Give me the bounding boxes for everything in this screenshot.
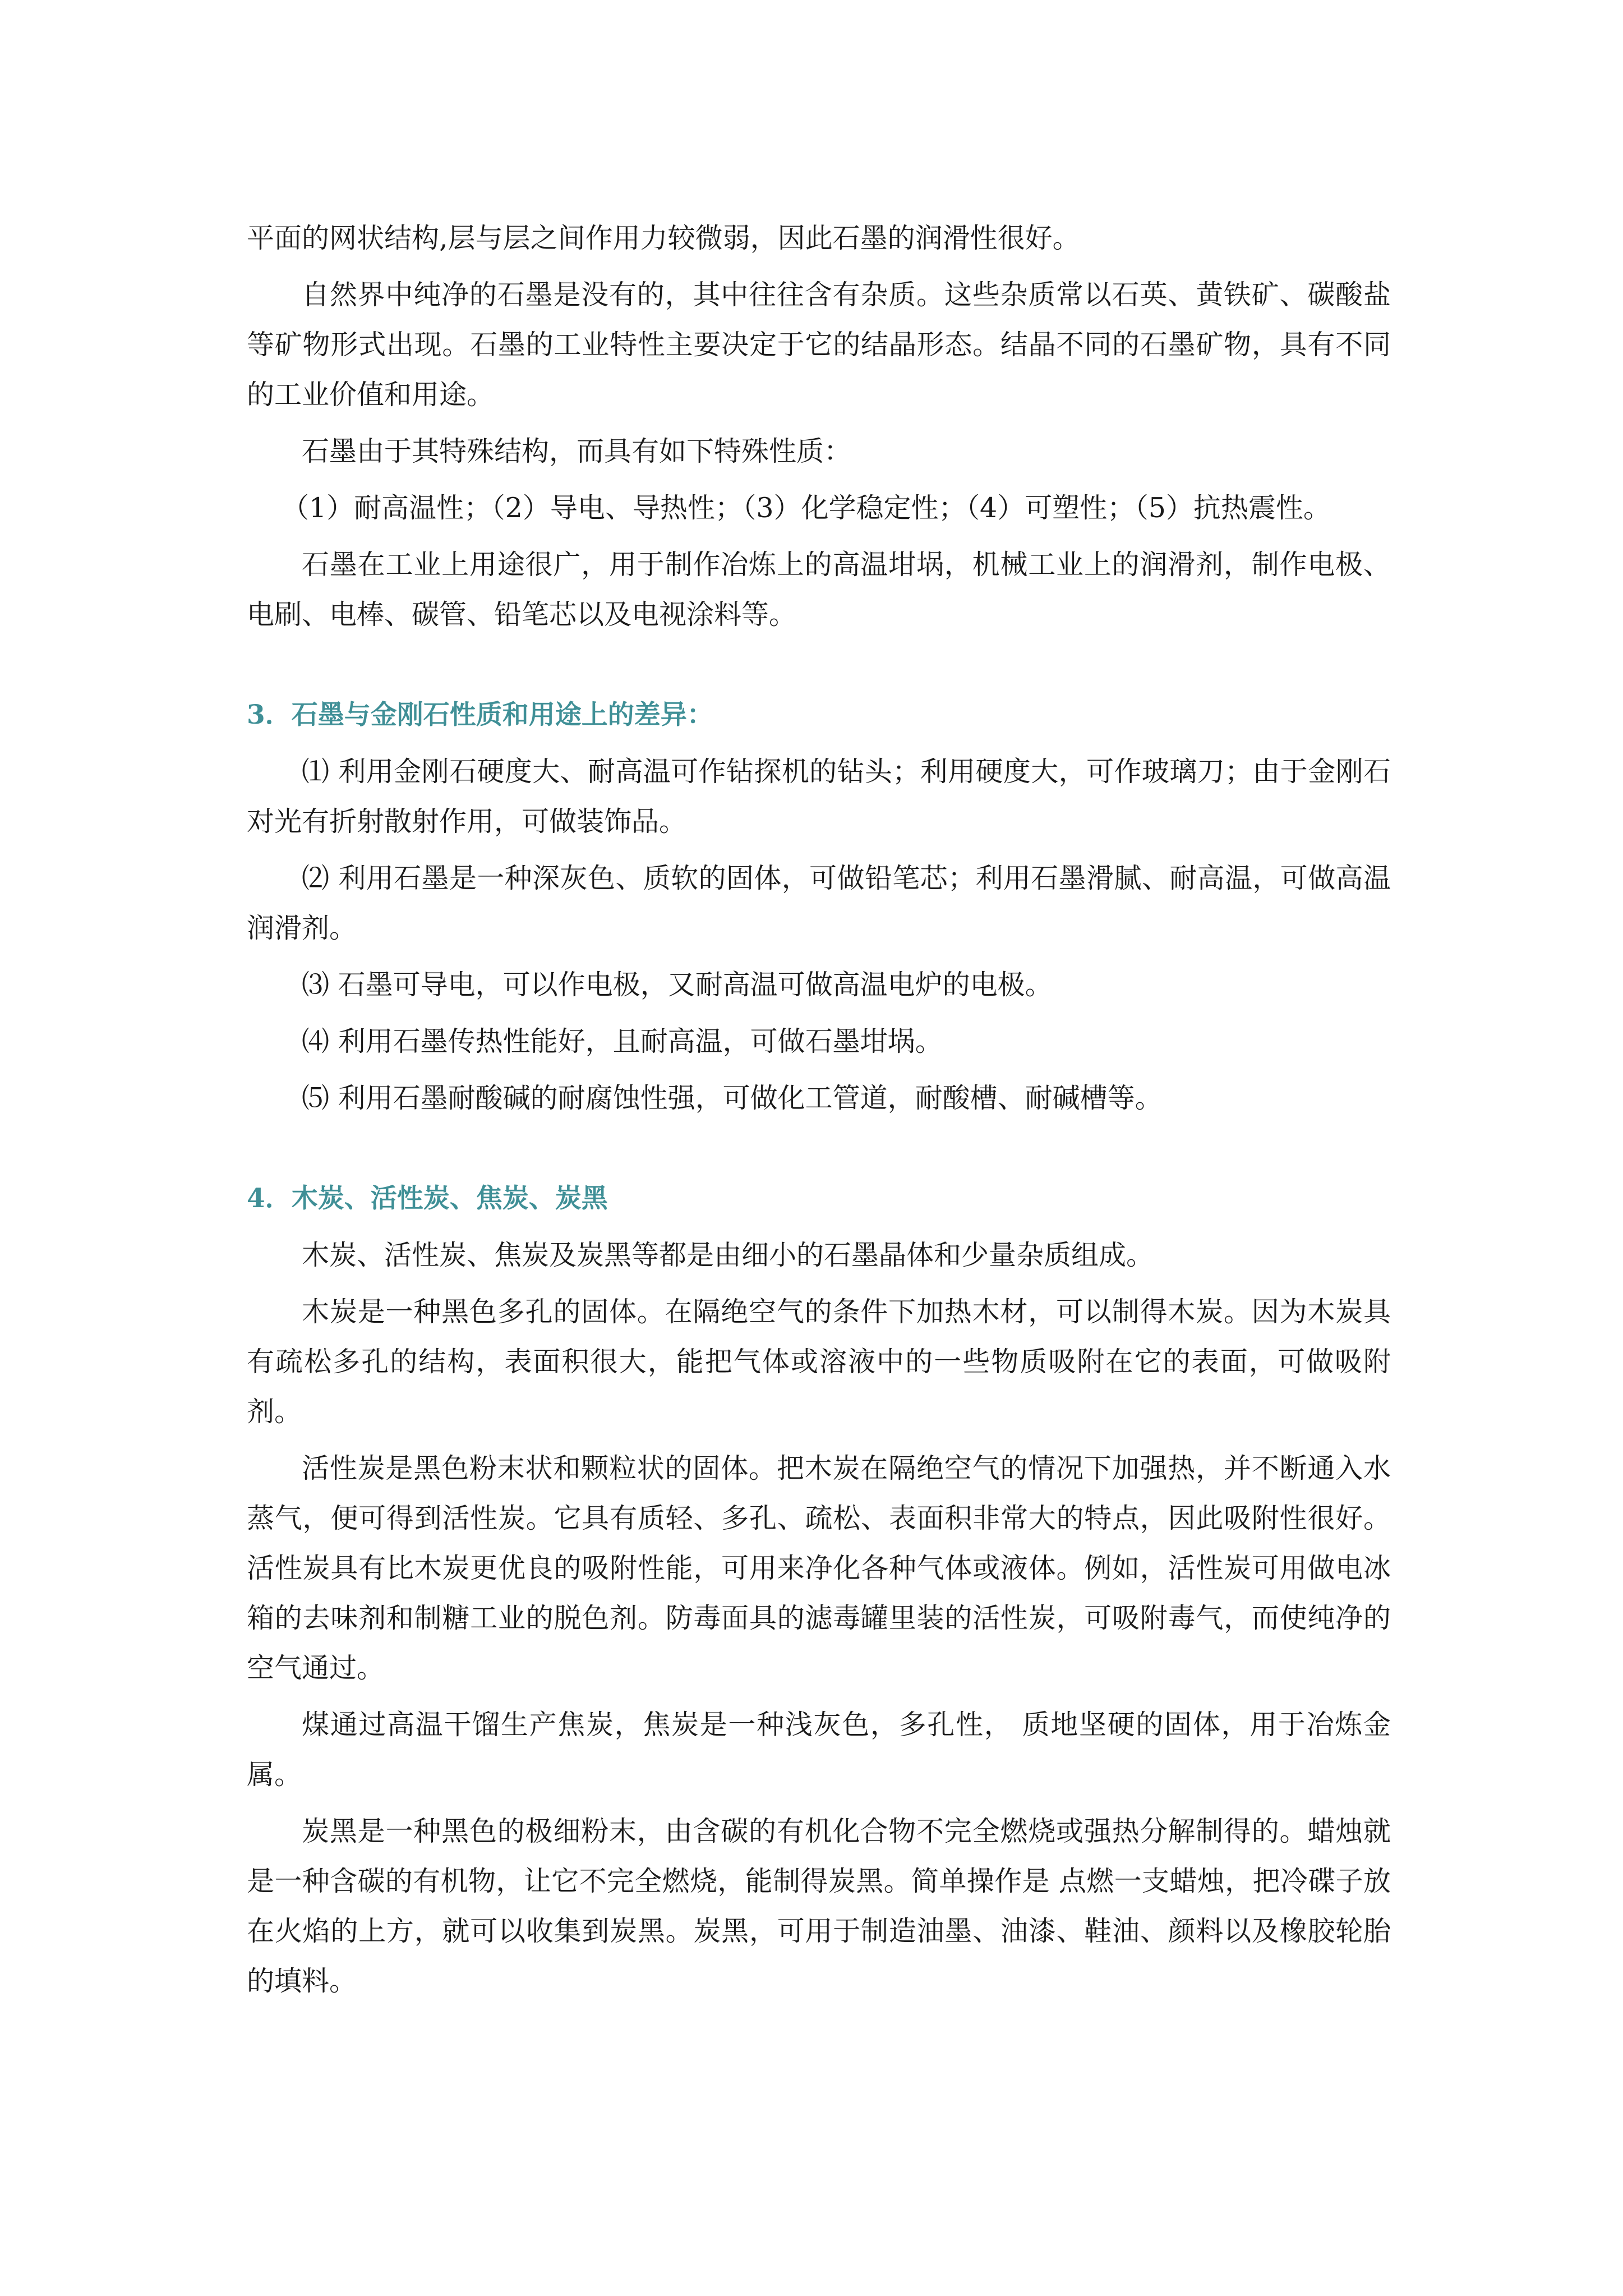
section-3-item-4: ⑷ 利用石墨传热性能好，且耐高温，可做石墨坩埚。 (302, 1025, 943, 1057)
section-3-item-5: ⑸ 利用石墨耐酸碱的耐腐蚀性强，可做化工管道，耐酸槽、耐碱槽等。 (302, 1082, 1163, 1114)
section-gap (247, 1130, 1391, 1174)
section-3-item-2: ⑵ 利用石墨是一种深灰色、质软的固体，可做铅笔芯；利用石墨滑腻、耐高温，可做高温润滑剂。 (247, 862, 1391, 944)
section-gap (247, 646, 1391, 690)
section-3-item-1: ⑴ 利用金刚石硬度大、耐高温可作钻探机的钻头；利用硬度大，可作玻璃刀；由于金刚石对光有折射散射作用，可做装饰品。 (247, 756, 1391, 838)
section-3-heading: 3．石墨与金刚石性质和用途上的差异： (247, 700, 713, 730)
intro-paragraph-properties-lead: 石墨由于其特殊结构，而具有如下特殊性质： (302, 435, 852, 467)
section-4-paragraph-summary: 木炭、活性炭、焦炭及炭黑等都是由细小的石墨晶体和少量杂质组成。 (302, 1239, 1154, 1271)
intro-paragraph-properties-list: （1）耐高温性；（2）导电、导热性；（3）化学稳定性；（4）可塑性；（5）抗热震性。 (282, 492, 1331, 524)
section-4-paragraph-coke: 煤通过高温干馏生产焦炭，焦炭是一种浅灰色，多孔性， 质地坚硬的固体，用于冶炼金属。 (247, 1709, 1391, 1791)
section-4-paragraph-charcoal: 木炭是一种黑色多孔的固体。在隔绝空气的条件下加热木材，可以制得木炭。因为木炭具有疏松多孔的结构，表面积很大，能把气体或溶液中的一些物质吸附在它的表面，可做吸附剂。 (247, 1296, 1391, 1428)
section-3-item-3: ⑶ 石墨可导电，可以作电极，又耐高温可做高温电炉的电极。 (302, 969, 1053, 1001)
section-4-paragraph-carbon-black: 炭黑是一种黑色的极细粉末，由含碳的有机化合物不完全燃烧或强热分解制得的。蜡烛就是一种含碳的有机物，让它不完全燃烧，能制得炭黑。简单操作是 点燃一支蜡烛，把冷碟子放在火焰的上方，就可以收集到炭黑。炭黑，可用于制造油墨、油漆、鞋油、颜料以及橡胶轮胎的填料。 (247, 1815, 1391, 1997)
section-4-heading: 4．木炭、活性炭、焦炭、炭黑 (247, 1183, 608, 1214)
intro-paragraph-impurities: 自然界中纯净的石墨是没有的，其中往往含有杂质。这些杂质常以石英、黄铁矿、碳酸盐等矿物形式出现。石墨的工业特性主要决定于它的结晶形态。结晶不同的石墨矿物，具有不同的工业价值和用途。 (247, 279, 1391, 411)
intro-paragraph-uses: 石墨在工业上用途很广，用于制作冶炼上的高温坩埚，机械工业上的润滑剂，制作电极、电刷、电棒、碳管、铅笔芯以及电视涂料等。 (247, 549, 1391, 631)
intro-continuation: 平面的网状结构,层与层之间作用力较微弱，因此石墨的润滑性很好。 (247, 222, 1080, 254)
document-page (247, 213, 1391, 2013)
section-4-paragraph-activated-carbon: 活性炭是黑色粉末状和颗粒状的固体。把木炭在隔绝空气的情况下加强热，并不断通入水蒸气，便可得到活性炭。它具有质轻、多孔、疏松、表面积非常大的特点，因此吸附性很好。活性炭具有比木炭更优良的吸附性能，可用来净化各种气体或液体。例如，活性炭可用做电冰箱的去味剂和制糖工业的脱色剂。防毒面具的滤毒罐里装的活性炭，可吸附毒气，而使纯净的空气通过。 (247, 1452, 1391, 1684)
